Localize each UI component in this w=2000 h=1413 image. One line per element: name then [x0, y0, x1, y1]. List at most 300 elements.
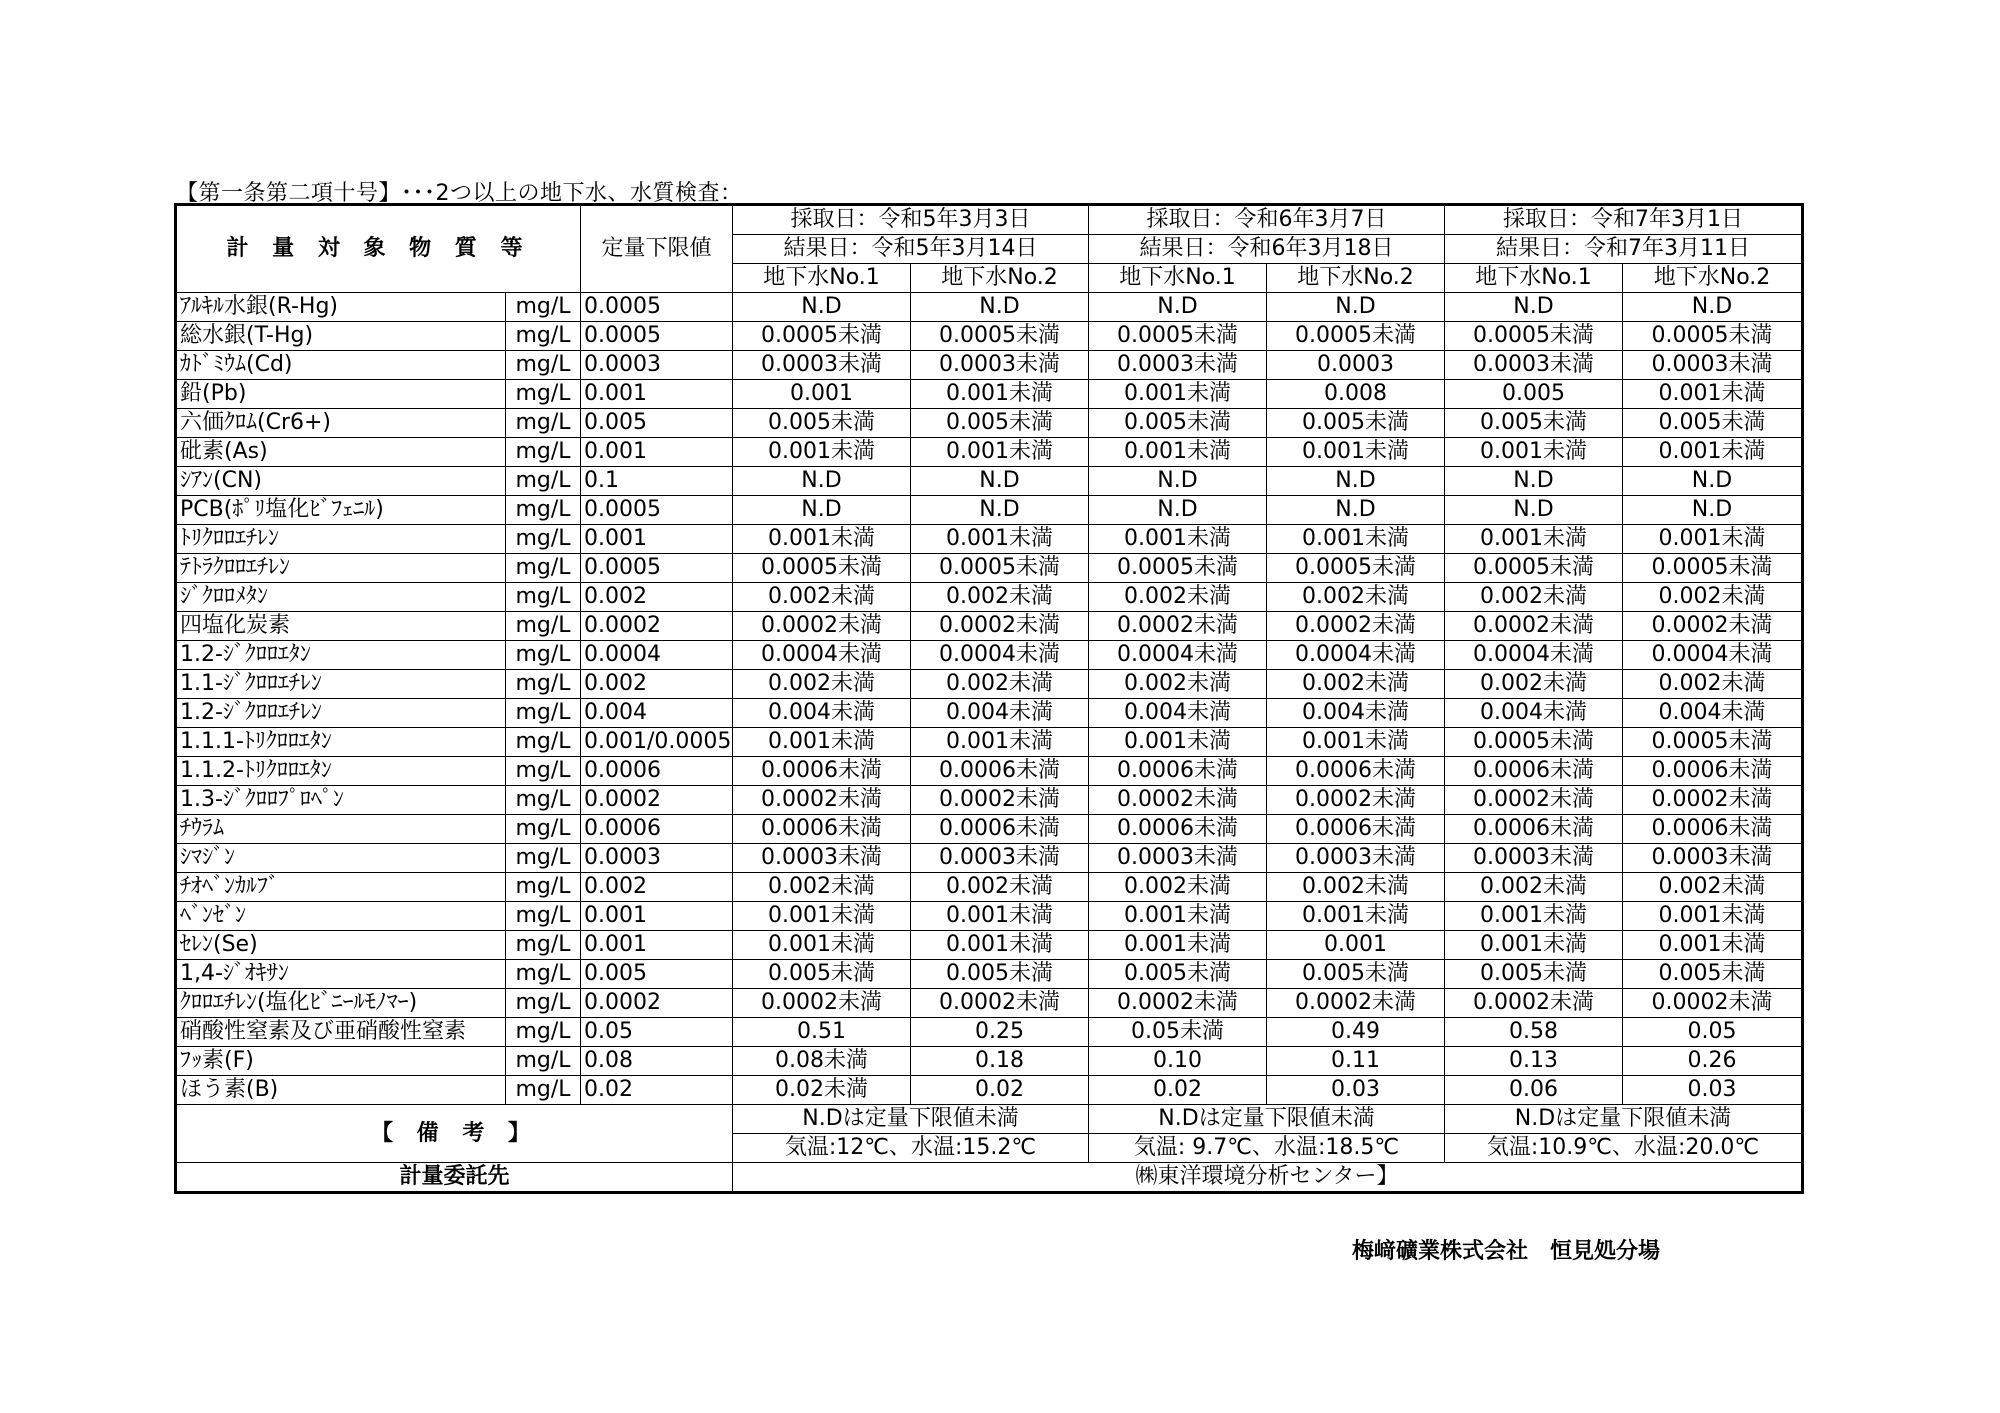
value-cell: 0.0006未満	[1089, 757, 1267, 786]
limit-cell: 0.08	[581, 1047, 733, 1076]
value-cell: 0.005未満	[1445, 960, 1623, 989]
unit-cell: mg/L	[506, 757, 581, 786]
well-header: 地下水No.1	[1445, 264, 1623, 293]
limit-cell: 0.001	[581, 902, 733, 931]
value-cell: 0.0006未満	[733, 757, 911, 786]
value-cell: 0.001未満	[1445, 525, 1623, 554]
sampling-date-2025: 採取日：令和7年3月1日	[1445, 205, 1803, 235]
value-cell: N.D	[1089, 496, 1267, 525]
unit-cell: mg/L	[506, 902, 581, 931]
unit-cell: mg/L	[506, 699, 581, 728]
value-cell: 0.004未満	[1623, 699, 1803, 728]
value-cell: 0.0005未満	[1623, 322, 1803, 351]
limit-cell: 0.005	[581, 960, 733, 989]
well-header: 地下水No.2	[1623, 264, 1803, 293]
table-row	[176, 641, 1803, 670]
weather-note: 気温:10.9℃、水温:20.0℃	[1445, 1134, 1803, 1163]
table-row	[176, 554, 1803, 583]
table-row	[176, 931, 1803, 960]
value-cell: 0.25	[911, 1018, 1089, 1047]
limit-cell: 0.0002	[581, 786, 733, 815]
value-cell: 0.004未満	[733, 699, 911, 728]
contractor-name: ㈱東洋環境分析センター】	[733, 1163, 1803, 1193]
value-cell: 0.0002未満	[733, 786, 911, 815]
limit-cell: 0.0003	[581, 351, 733, 380]
substance-name: 四塩化炭素	[176, 612, 506, 641]
remarks-label: 【 備 考 】	[176, 1105, 733, 1163]
limit-cell: 0.1	[581, 467, 733, 496]
value-cell: 0.002未満	[1623, 583, 1803, 612]
substance-name: 1.1.1-ﾄﾘｸﾛﾛｴﾀﾝ	[176, 728, 506, 757]
unit-cell: mg/L	[506, 931, 581, 960]
value-cell: 0.001未満	[1267, 902, 1445, 931]
value-cell: 0.08未満	[733, 1047, 911, 1076]
value-cell: 0.0005未満	[1267, 322, 1445, 351]
value-cell: 0.0004未満	[1445, 641, 1623, 670]
table-row	[176, 351, 1803, 380]
value-cell: 0.0005未満	[733, 322, 911, 351]
weather-note: 気温: 9.7℃、水温:18.5℃	[1089, 1134, 1445, 1163]
value-cell: 0.0002未満	[1089, 786, 1267, 815]
table-row	[176, 757, 1803, 786]
unit-cell: mg/L	[506, 815, 581, 844]
substance-name: ほう素(B)	[176, 1076, 506, 1105]
value-cell: 0.0002未満	[911, 989, 1089, 1018]
result-date-2024: 結果日：令和6年3月18日	[1089, 235, 1445, 264]
value-cell: 0.001未満	[911, 525, 1089, 554]
value-cell: 0.005未満	[1089, 409, 1267, 438]
substance-name: ｶﾄﾞﾐｳﾑ(Cd)	[176, 351, 506, 380]
value-cell: N.D	[911, 467, 1089, 496]
value-cell: 0.001未満	[733, 728, 911, 757]
unit-cell: mg/L	[506, 844, 581, 873]
remark-note: N.Dは定量下限値未満	[1089, 1105, 1445, 1134]
limit-cell: 0.0003	[581, 844, 733, 873]
well-header: 地下水No.1	[733, 264, 911, 293]
well-header: 地下水No.2	[1267, 264, 1445, 293]
value-cell: 0.0006未満	[1445, 757, 1623, 786]
value-cell: 0.002未満	[733, 583, 911, 612]
table-row	[176, 989, 1803, 1018]
substance-name: ｸﾛﾛｴﾁﾚﾝ(塩化ﾋﾞﾆｰﾙﾓﾉﾏｰ)	[176, 989, 506, 1018]
value-cell: 0.005未満	[1623, 960, 1803, 989]
table-row	[176, 496, 1803, 525]
limit-cell: 0.002	[581, 583, 733, 612]
value-cell: 0.001未満	[1267, 728, 1445, 757]
value-cell: 0.005未満	[1267, 960, 1445, 989]
unit-cell: mg/L	[506, 467, 581, 496]
remark-note: N.Dは定量下限値未満	[733, 1105, 1089, 1134]
value-cell: 0.0006未満	[1623, 757, 1803, 786]
value-cell: 0.0005未満	[911, 322, 1089, 351]
limit-cell: 0.002	[581, 670, 733, 699]
substance-name: 1.1.2-ﾄﾘｸﾛﾛｴﾀﾝ	[176, 757, 506, 786]
value-cell: 0.002未満	[1623, 873, 1803, 902]
value-cell: 0.002未満	[911, 583, 1089, 612]
substance-name: 1.2-ｼﾞｸﾛﾛｴﾁﾚﾝ	[176, 699, 506, 728]
value-cell: N.D	[733, 293, 911, 322]
value-cell: N.D	[1267, 467, 1445, 496]
value-cell: 0.001未満	[911, 728, 1089, 757]
substance-name: PCB(ﾎﾟﾘ塩化ﾋﾞﾌｪﾆﾙ)	[176, 496, 506, 525]
value-cell: 0.001未満	[1445, 438, 1623, 467]
value-cell: N.D	[1267, 496, 1445, 525]
value-cell: 0.0006未満	[1267, 815, 1445, 844]
water-quality-table	[174, 203, 1804, 1194]
table-row	[176, 409, 1803, 438]
value-cell: 0.0004未満	[1623, 641, 1803, 670]
table-row	[176, 1018, 1803, 1047]
unit-cell: mg/L	[506, 322, 581, 351]
value-cell: 0.004未満	[1089, 699, 1267, 728]
substance-name: ｱﾙｷﾙ水銀(R-Hg)	[176, 293, 506, 322]
value-cell: 0.002未満	[911, 670, 1089, 699]
value-cell: 0.0002未満	[1267, 989, 1445, 1018]
value-cell: 0.0002未満	[1445, 786, 1623, 815]
value-cell: 0.001未満	[1623, 380, 1803, 409]
unit-cell: mg/L	[506, 380, 581, 409]
table-row	[176, 670, 1803, 699]
table-row	[176, 960, 1803, 989]
limit-cell: 0.0004	[581, 641, 733, 670]
value-cell: 0.0005未満	[1623, 554, 1803, 583]
value-cell: 0.0004未満	[733, 641, 911, 670]
value-cell: 0.0005未満	[1445, 554, 1623, 583]
page-title: 【第一条第二項十号】･･･2つ以上の地下水、水質検査：	[176, 181, 743, 206]
value-cell: 0.0002未満	[733, 612, 911, 641]
value-cell: N.D	[733, 496, 911, 525]
value-cell: 0.002未満	[1267, 670, 1445, 699]
value-cell: 0.0006未満	[1089, 815, 1267, 844]
value-cell: 0.0003未満	[911, 844, 1089, 873]
value-cell: 0.0006未満	[1445, 815, 1623, 844]
value-cell: 0.001未満	[1623, 525, 1803, 554]
value-cell: 0.0002未満	[911, 786, 1089, 815]
value-cell: 0.0003未満	[911, 351, 1089, 380]
unit-cell: mg/L	[506, 293, 581, 322]
value-cell: 0.0005未満	[911, 554, 1089, 583]
value-cell: 0.0003未満	[1089, 351, 1267, 380]
unit-cell: mg/L	[506, 1047, 581, 1076]
value-cell: N.D	[1089, 467, 1267, 496]
value-cell: 0.001未満	[1267, 525, 1445, 554]
value-cell: 0.0002未満	[1623, 989, 1803, 1018]
substance-name: ﾍﾞﾝｾﾞﾝ	[176, 902, 506, 931]
value-cell: 0.0006未満	[911, 815, 1089, 844]
value-cell: 0.0003未満	[1623, 844, 1803, 873]
value-cell: 0.0004未満	[1089, 641, 1267, 670]
value-cell: 0.005未満	[1623, 409, 1803, 438]
unit-cell: mg/L	[506, 525, 581, 554]
value-cell: 0.005未満	[911, 409, 1089, 438]
value-cell: 0.05未満	[1089, 1018, 1267, 1047]
contractor-label: 計量委託先	[176, 1163, 733, 1193]
limit-cell: 0.001	[581, 438, 733, 467]
table-row	[176, 786, 1803, 815]
value-cell: 0.0003未満	[1089, 844, 1267, 873]
table-row	[176, 728, 1803, 757]
substance-name: 1.2-ｼﾞｸﾛﾛｴﾀﾝ	[176, 641, 506, 670]
limit-cell: 0.02	[581, 1076, 733, 1105]
value-cell: 0.13	[1445, 1047, 1623, 1076]
value-cell: 0.002未満	[733, 873, 911, 902]
value-cell: 0.002未満	[1267, 873, 1445, 902]
substance-name: 六価ｸﾛﾑ(Cr6+)	[176, 409, 506, 438]
limit-cell: 0.0006	[581, 815, 733, 844]
value-cell: 0.001未満	[1089, 902, 1267, 931]
value-cell: 0.0004未満	[1267, 641, 1445, 670]
value-cell: 0.005未満	[1445, 409, 1623, 438]
value-cell: 0.58	[1445, 1018, 1623, 1047]
value-cell: 0.0006未満	[1623, 815, 1803, 844]
substance-name: ﾌｯ素(F)	[176, 1047, 506, 1076]
limit-cell: 0.005	[581, 409, 733, 438]
table-row	[176, 380, 1803, 409]
sampling-date-2023: 採取日：令和5年3月3日	[733, 205, 1089, 235]
value-cell: 0.0005未満	[1267, 554, 1445, 583]
value-cell: 0.008	[1267, 380, 1445, 409]
value-cell: N.D	[1445, 496, 1623, 525]
value-cell: 0.0002未満	[1445, 612, 1623, 641]
limit-cell: 0.001/0.0005	[581, 728, 733, 757]
value-cell: 0.001未満	[1623, 931, 1803, 960]
value-cell: 0.18	[911, 1047, 1089, 1076]
value-cell: 0.002未満	[1445, 670, 1623, 699]
value-cell: 0.005未満	[1267, 409, 1445, 438]
unit-cell: mg/L	[506, 351, 581, 380]
table-row	[176, 467, 1803, 496]
value-cell: N.D	[1623, 293, 1803, 322]
value-cell: 0.02	[911, 1076, 1089, 1105]
value-cell: 0.004未満	[1445, 699, 1623, 728]
value-cell: 0.001未満	[1267, 438, 1445, 467]
limit-cell: 0.001	[581, 380, 733, 409]
value-cell: 0.0004未満	[911, 641, 1089, 670]
sampling-date-2024: 採取日：令和6年3月7日	[1089, 205, 1445, 235]
unit-cell: mg/L	[506, 989, 581, 1018]
value-cell: 0.005未満	[911, 960, 1089, 989]
value-cell: 0.0003未満	[1445, 351, 1623, 380]
value-cell: 0.004未満	[1267, 699, 1445, 728]
unit-cell: mg/L	[506, 438, 581, 467]
value-cell: 0.0003未満	[733, 351, 911, 380]
value-cell: 0.002未満	[1267, 583, 1445, 612]
limit-cell: 0.0005	[581, 496, 733, 525]
limit-header: 定量下限値	[581, 205, 733, 293]
value-cell: 0.001未満	[1089, 380, 1267, 409]
unit-cell: mg/L	[506, 1076, 581, 1105]
substance-name: 砒素(As)	[176, 438, 506, 467]
value-cell: 0.0002未満	[1089, 989, 1267, 1018]
value-cell: 0.0003	[1267, 351, 1445, 380]
value-cell: 0.002未満	[1623, 670, 1803, 699]
value-cell: 0.0002未満	[1267, 612, 1445, 641]
substance-name: ﾃﾄﾗｸﾛﾛｴﾁﾚﾝ	[176, 554, 506, 583]
table-row	[176, 293, 1803, 322]
value-cell: 0.0002未満	[1267, 786, 1445, 815]
value-cell: 0.001未満	[733, 438, 911, 467]
value-cell: N.D	[1623, 496, 1803, 525]
value-cell: 0.49	[1267, 1018, 1445, 1047]
value-cell: N.D	[911, 496, 1089, 525]
value-cell: 0.001未満	[1089, 438, 1267, 467]
value-cell: 0.0002未満	[1623, 612, 1803, 641]
substance-name: ｼﾏｼﾞﾝ	[176, 844, 506, 873]
value-cell: 0.001未満	[1089, 525, 1267, 554]
value-cell: 0.005未満	[1089, 960, 1267, 989]
table-row	[176, 815, 1803, 844]
table-row	[176, 1047, 1803, 1076]
value-cell: 0.001未満	[911, 931, 1089, 960]
unit-cell: mg/L	[506, 583, 581, 612]
value-cell: 0.02	[1089, 1076, 1267, 1105]
substance-header: 計 量 対 象 物 質 等	[176, 205, 581, 293]
value-cell: 0.0006未満	[733, 815, 911, 844]
substance-name: 鉛(Pb)	[176, 380, 506, 409]
table-row	[176, 873, 1803, 902]
value-cell: 0.06	[1445, 1076, 1623, 1105]
value-cell: 0.002未満	[733, 670, 911, 699]
value-cell: 0.05	[1623, 1018, 1803, 1047]
value-cell: 0.002未満	[1445, 873, 1623, 902]
header-row-sampling	[176, 205, 1803, 235]
value-cell: 0.0002未満	[1089, 612, 1267, 641]
table-row	[176, 438, 1803, 467]
unit-cell: mg/L	[506, 960, 581, 989]
value-cell: 0.11	[1267, 1047, 1445, 1076]
limit-cell: 0.0005	[581, 554, 733, 583]
unit-cell: mg/L	[506, 670, 581, 699]
unit-cell: mg/L	[506, 1018, 581, 1047]
result-date-2025: 結果日：令和7年3月11日	[1445, 235, 1803, 264]
value-cell: 0.0005未満	[1089, 322, 1267, 351]
value-cell: 0.001未満	[1445, 931, 1623, 960]
unit-cell: mg/L	[506, 612, 581, 641]
value-cell: 0.0003未満	[1445, 844, 1623, 873]
limit-cell: 0.001	[581, 525, 733, 554]
table-row	[176, 525, 1803, 554]
value-cell: 0.0002未満	[1623, 786, 1803, 815]
value-cell: 0.0002未満	[733, 989, 911, 1018]
value-cell: 0.001未満	[1089, 931, 1267, 960]
weather-note: 気温:12℃、水温:15.2℃	[733, 1134, 1089, 1163]
unit-cell: mg/L	[506, 641, 581, 670]
limit-cell: 0.001	[581, 931, 733, 960]
unit-cell: mg/L	[506, 728, 581, 757]
result-date-2023: 結果日：令和5年3月14日	[733, 235, 1089, 264]
limit-cell: 0.002	[581, 873, 733, 902]
substance-name: ｼｱﾝ(CN)	[176, 467, 506, 496]
value-cell: 0.002未満	[911, 873, 1089, 902]
limit-cell: 0.0002	[581, 612, 733, 641]
value-cell: N.D	[1445, 467, 1623, 496]
well-header: 地下水No.1	[1089, 264, 1267, 293]
value-cell: 0.001未満	[733, 525, 911, 554]
value-cell: N.D	[911, 293, 1089, 322]
value-cell: 0.001	[733, 380, 911, 409]
value-cell: N.D	[1089, 293, 1267, 322]
value-cell: 0.0003未満	[1623, 351, 1803, 380]
value-cell: 0.26	[1623, 1047, 1803, 1076]
value-cell: 0.0003未満	[1267, 844, 1445, 873]
value-cell: 0.001未満	[1623, 902, 1803, 931]
value-cell: 0.005未満	[733, 960, 911, 989]
value-cell: 0.02未満	[733, 1076, 911, 1105]
value-cell: 0.002未満	[1089, 873, 1267, 902]
value-cell: 0.002未満	[1445, 583, 1623, 612]
value-cell: 0.001未満	[1445, 902, 1623, 931]
value-cell: N.D	[1623, 467, 1803, 496]
value-cell: 0.004未満	[911, 699, 1089, 728]
contractor-row	[176, 1163, 1803, 1193]
substance-name: 1.3-ｼﾞｸﾛﾛﾌﾟﾛﾍﾟﾝ	[176, 786, 506, 815]
well-header: 地下水No.2	[911, 264, 1089, 293]
substance-name: ｼﾞｸﾛﾛﾒﾀﾝ	[176, 583, 506, 612]
value-cell: 0.001未満	[733, 902, 911, 931]
value-cell: 0.0002未満	[911, 612, 1089, 641]
limit-cell: 0.0002	[581, 989, 733, 1018]
limit-cell: 0.05	[581, 1018, 733, 1047]
value-cell: 0.005	[1445, 380, 1623, 409]
remark-note: N.Dは定量下限値未満	[1445, 1105, 1803, 1134]
value-cell: 0.001未満	[911, 380, 1089, 409]
unit-cell: mg/L	[506, 873, 581, 902]
substance-name: 総水銀(T-Hg)	[176, 322, 506, 351]
unit-cell: mg/L	[506, 409, 581, 438]
table-row	[176, 844, 1803, 873]
unit-cell: mg/L	[506, 554, 581, 583]
limit-cell: 0.0005	[581, 322, 733, 351]
value-cell: 0.03	[1623, 1076, 1803, 1105]
value-cell: 0.001未満	[911, 438, 1089, 467]
company-name: 梅﨑礦業株式会社 恒見処分場	[1352, 1239, 1661, 1264]
value-cell: 0.0006未満	[911, 757, 1089, 786]
value-cell: N.D	[733, 467, 911, 496]
table-row	[176, 699, 1803, 728]
limit-cell: 0.004	[581, 699, 733, 728]
value-cell: 0.002未満	[1089, 583, 1267, 612]
table-row	[176, 1076, 1803, 1105]
value-cell: 0.001未満	[733, 931, 911, 960]
value-cell: 0.0005未満	[1445, 728, 1623, 757]
table-row	[176, 902, 1803, 931]
value-cell: 0.0006未満	[1267, 757, 1445, 786]
value-cell: 0.0002未満	[1445, 989, 1623, 1018]
value-cell: 0.001未満	[1623, 438, 1803, 467]
substance-name: ｾﾚﾝ(Se)	[176, 931, 506, 960]
value-cell: 0.001未満	[1089, 728, 1267, 757]
unit-cell: mg/L	[506, 496, 581, 525]
substance-name: 1.1-ｼﾞｸﾛﾛｴﾁﾚﾝ	[176, 670, 506, 699]
value-cell: 0.001未満	[911, 902, 1089, 931]
substance-name: ﾁｳﾗﾑ	[176, 815, 506, 844]
substance-name: ﾁｵﾍﾞﾝｶﾙﾌﾞ	[176, 873, 506, 902]
value-cell: 0.0005未満	[733, 554, 911, 583]
value-cell: 0.0005未満	[1623, 728, 1803, 757]
value-cell: 0.001	[1267, 931, 1445, 960]
value-cell: N.D	[1267, 293, 1445, 322]
unit-cell: mg/L	[506, 786, 581, 815]
table-row	[176, 612, 1803, 641]
value-cell: 0.10	[1089, 1047, 1267, 1076]
value-cell: 0.0005未満	[1089, 554, 1267, 583]
table-row	[176, 583, 1803, 612]
substance-name: ﾄﾘｸﾛﾛｴﾁﾚﾝ	[176, 525, 506, 554]
value-cell: 0.03	[1267, 1076, 1445, 1105]
remarks-row	[176, 1105, 1803, 1134]
value-cell: 0.002未満	[1089, 670, 1267, 699]
limit-cell: 0.0005	[581, 293, 733, 322]
